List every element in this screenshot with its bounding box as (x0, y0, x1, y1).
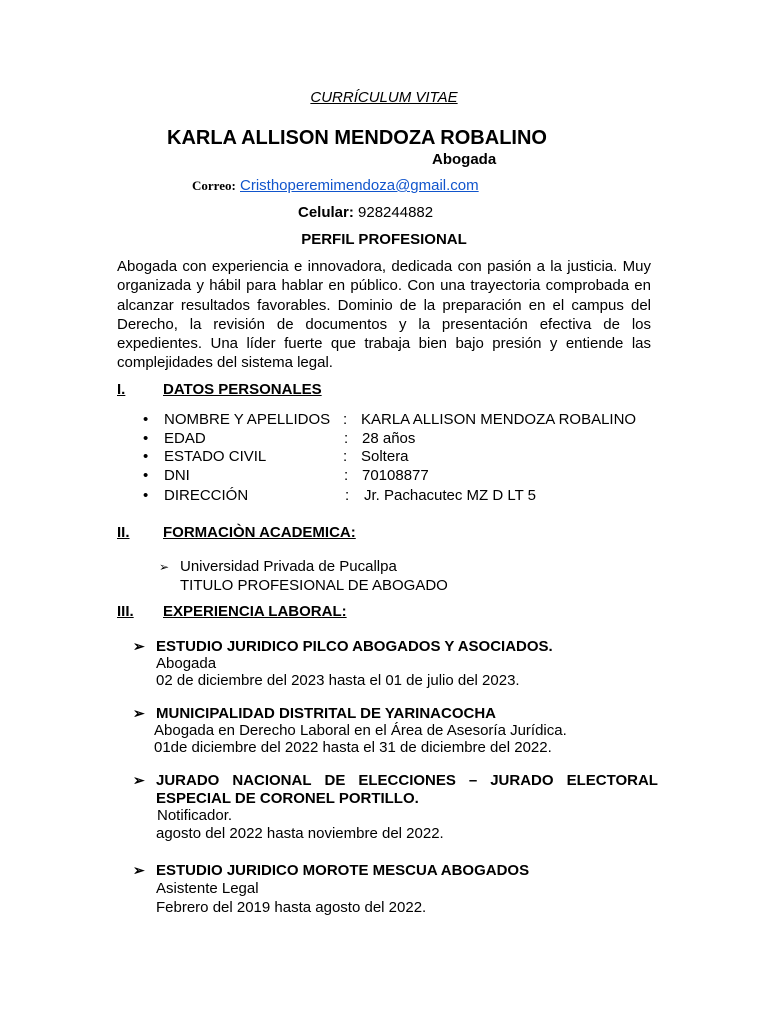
word: NACIONAL (232, 772, 312, 789)
profession: Abogada (432, 151, 497, 168)
job-position: Asistente Legal (156, 880, 259, 897)
word: DE (324, 772, 346, 789)
section-title-personal: DATOS PERSONALES (163, 381, 322, 398)
profile-heading: PERFIL PROFESIONAL (301, 231, 467, 248)
job-employer-line-2: ESPECIAL DE CORONEL PORTILLO. (156, 790, 419, 807)
arrow-bullet-icon: ➢ (133, 638, 145, 654)
phone-label: Celular: (298, 204, 354, 221)
personal-value-dni: 70108877 (362, 467, 429, 484)
word: JURADO (490, 772, 554, 789)
job-period: 02 de diciembre del 2023 hasta el 01 de julio del 2023. (156, 672, 520, 689)
personal-label-name: NOMBRE Y APELLIDOS (164, 411, 331, 428)
bullet-icon: • (143, 467, 149, 484)
colon-separator: : (345, 487, 350, 504)
job-position: Notificador. (157, 807, 233, 824)
job-period: 01de diciembre del 2022 hasta el 31 de diciembre del 2022. (154, 739, 552, 756)
job-period: Febrero del 2019 hasta agosto del 2022. (156, 899, 427, 916)
personal-value-address: Jr. Pachacutec MZ D LT 5 (364, 487, 537, 504)
bullet-icon: • (143, 411, 149, 428)
full-name: KARLA ALLISON MENDOZA ROBALINO (167, 127, 547, 149)
section-numeral-experience: III. (117, 603, 134, 620)
arrow-bullet-icon: ➢ (159, 560, 170, 574)
job-employer-line-1 (156, 772, 658, 790)
personal-label-dni: DNI (164, 467, 190, 484)
job-period: agosto del 2022 hasta noviembre del 2022. (156, 825, 444, 842)
job-position: Abogada en Derecho Laboral en el Área de Asesoría Jurídica. (154, 722, 567, 739)
arrow-bullet-icon: ➢ (133, 862, 145, 878)
section-title-education: FORMACIÒN ACADEMICA: (163, 524, 356, 541)
education-degree: TITULO PROFESIONAL DE ABOGADO (180, 577, 448, 594)
word: JURADO (156, 772, 220, 789)
email-link[interactable]: Cristhoperemimendoza@gmail.com (240, 177, 479, 194)
personal-value-civil-status: Soltera (361, 448, 409, 465)
bullet-icon: • (143, 487, 149, 504)
job-employer (156, 772, 658, 808)
job-position: Abogada (156, 655, 217, 672)
bullet-icon: • (143, 448, 149, 465)
document-title: CURRÍCULUM VITAE (310, 89, 458, 106)
education-institution: Universidad Privada de Pucallpa (180, 558, 397, 575)
job-employer: ESTUDIO JURIDICO MOROTE MESCUA ABOGADOS (156, 862, 530, 879)
colon-separator: : (343, 411, 348, 428)
section-title-experience: EXPERIENCIA LABORAL: (163, 603, 347, 620)
personal-label-age: EDAD (164, 430, 206, 447)
section-numeral-personal: I. (117, 381, 126, 398)
section-numeral-education: II. (117, 524, 130, 541)
personal-value-name: KARLA ALLISON MENDOZA ROBALINO (361, 411, 637, 428)
email-label: Correo: (192, 178, 236, 193)
colon-separator: : (343, 448, 348, 465)
job-employer: MUNICIPALIDAD DISTRITAL DE YARINACOCHA (156, 705, 497, 722)
personal-label-address: DIRECCIÓN (164, 487, 249, 504)
phone-number: 928244882 (358, 204, 434, 221)
word: ELECTORAL (566, 772, 658, 789)
personal-value-age: 28 años (362, 430, 416, 447)
bullet-icon: • (143, 430, 149, 447)
word: – (468, 772, 478, 789)
phone-line (298, 204, 433, 221)
profile-text: Abogada con experiencia e innovadora, dedicada con pasión a la justicia. Muy organizada y hábil para hablar en público. Con una trayectoria comprobada en alcanzar resultados favorables. Dominio de la preparación en el campus del Derecho, la revisión de documentos y la presentación efectiva de los expedientes. Una líder fuerte que trabaja bien bajo presión y entiende las complejidades del sistema legal. (117, 258, 651, 372)
word: ELECCIONES (358, 772, 456, 789)
colon-separator: : (344, 430, 349, 447)
colon-separator: : (344, 467, 349, 484)
arrow-bullet-icon: ➢ (133, 705, 145, 721)
arrow-bullet-icon: ➢ (133, 772, 145, 788)
job-employer: ESTUDIO JURIDICO PILCO ABOGADOS Y ASOCIADOS. (156, 638, 553, 655)
personal-label-civil-status: ESTADO CIVIL (164, 448, 267, 465)
